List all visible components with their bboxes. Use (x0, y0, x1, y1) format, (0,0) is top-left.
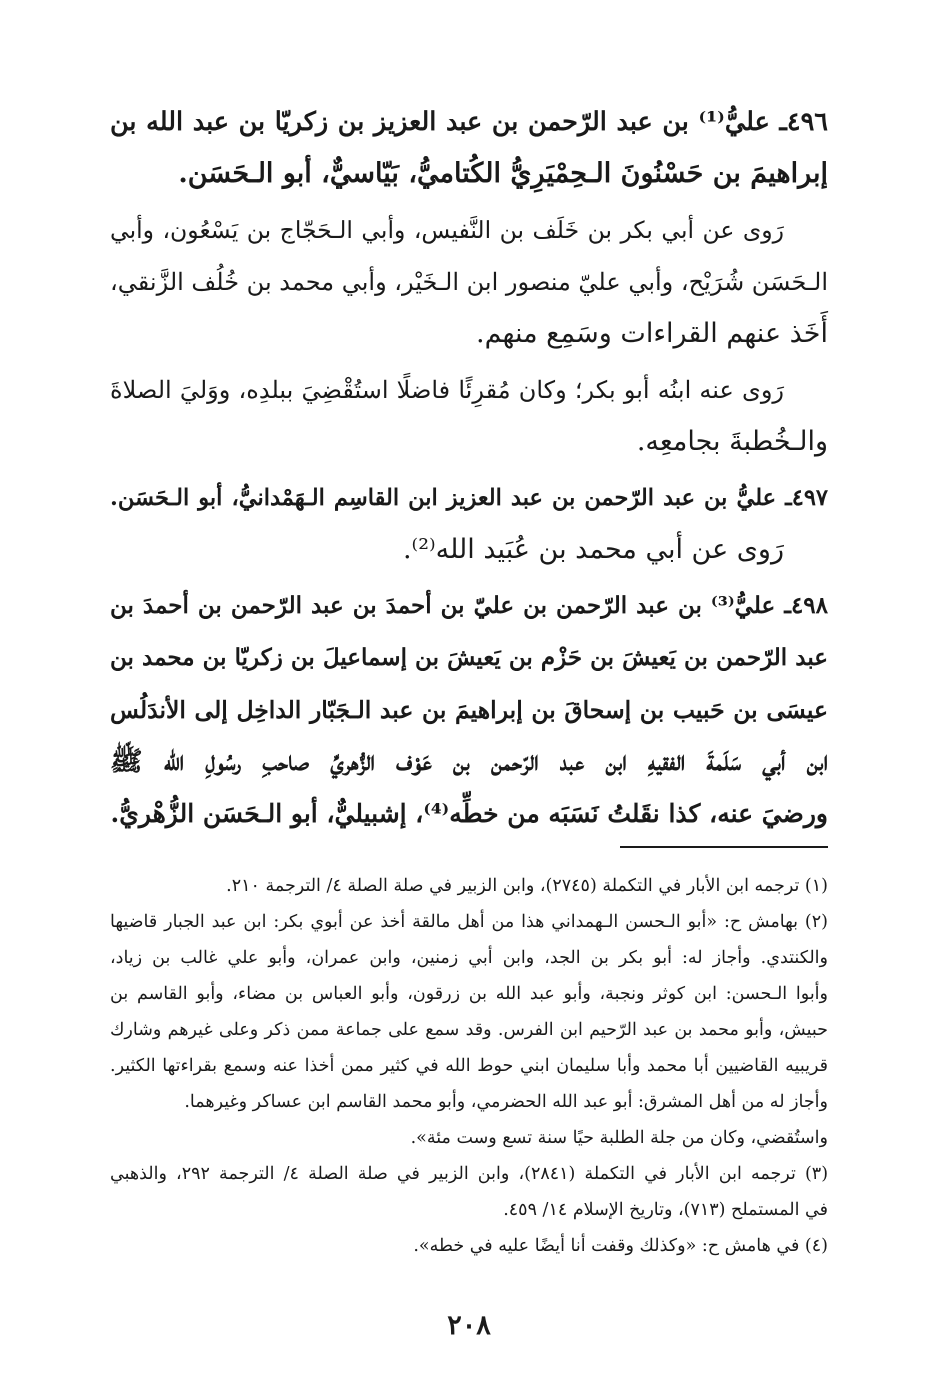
entry-heading-line: عبد الرّحمن بن يَعيشَ بن حَزْم بن يَعيشَ بن إسماعيلَ بن زكريّا بن محمد بن (110, 644, 828, 671)
paragraph-line: أَخَذ عنهم القراءات وسَمِع منهم. (475, 318, 828, 349)
footnote-line: واستُقضي، وكان من جلة الطلبة حيًا سنة تسع وست مئة». (410, 1128, 828, 1148)
entry-heading-line: ٤٩٧ـ عليُّ بن عبد الرّحمن بن عبد العزيز ابن القاسِم الـهَمْدانيُّ، أبو الـحَسَن. (110, 485, 828, 511)
footnote-line: وأجاز له من أهل المشرق: أبو عبد الله الحضرمي، وأبو محمد القاسم ابن عساكر وغيرهما. (184, 1092, 828, 1112)
footnote-line: حبيش، وأبو محمد بن عبد الرّحيم ابن الفرس. وقد سمع على جماعة ممن ذكر وعلى غيرهم وشارك (110, 1020, 828, 1040)
paragraph-line: والـخُطبةَ بجامعِه. (636, 426, 828, 457)
footnote-line: (٣) ترجمه ابن الأبار في التكملة (٢٨٤١)، وابن الزبير في صلة الصلة ٤/ الترجمة ٢٩٢، والذهبي (110, 1164, 829, 1184)
entry-heading-line: عيسَى بن حَبيب بن إسحاقَ بن إبراهيمَ بن عبد الـجَبّار الداخِل إلى الأندَلُس (110, 696, 828, 724)
footnote-1 (110, 868, 828, 904)
paragraph-line: رَوى عن أبي محمد بن عُبَيد الله⁽²⁾. (402, 534, 784, 565)
entry-paragraph (110, 204, 828, 360)
page-number: ٢٠٨ (447, 1310, 491, 1341)
footnote-line: وأبوا الـحسن: ابن كوثر ونجبة، وأبو عبد الله بن زرقون، وأبو العباس بن مضاء، وأبو القاسم بن (110, 984, 828, 1004)
entry-497 (110, 472, 828, 576)
footnote-line: (٢) بهامش ح: «أبو الـحسن الـهمداني هذا من أهل مالقة أخذ عن أبوي بكر: ابن عبد الجبار قاضيها (110, 912, 828, 932)
footnote-line: في المستملح (٧١٣)، وتاريخ الإسلام ١٤/ ٤٥٩. (503, 1200, 828, 1220)
footnotes (110, 868, 828, 1264)
footnote-line: قريبيه القاضيين أبا محمد وأبا سليمان ابني حوط الله في كثير ممن أخذا عنه وسمع بقراءتها الكثير. (110, 1056, 828, 1076)
entry-496 (110, 96, 828, 468)
footnote-2 (110, 904, 828, 1156)
paragraph-line: الـحَسَن شُرَيْح، وأبي عليّ منصور ابن الـخَيْر، وأبي محمد بن خُلُف الزَّنقي، (110, 268, 828, 296)
paragraph-line: رَوى عن أبي بكر بن خَلَف بن النَّفيس، وأبي الـحَجّاج بن يَسْعُون، وأبي (110, 216, 784, 244)
entry-heading-line: إبراهيمَ بن حَسْنُونَ الـحِمْيَرِيُّ الكُتاميُّ، بَيّاسيٌّ، أبو الـحَسَن. (178, 158, 828, 189)
footnote-line: (١) ترجمه ابن الأبار في التكملة (٢٧٤٥)، وابن الزبير في صلة الصلة ٤/ الترجمة ٢١٠. (226, 876, 828, 896)
entry-heading-line: ورضيَ عنه، كذا نقَلتُ نَسَبَه من خطِّه⁽⁴⁾، إشبيليٌّ، أبو الـحَسَن الزُّهْريُّ. (110, 799, 828, 828)
footnote-3 (110, 1156, 828, 1228)
footnote-line: والكنتدي. وأجاز له: أبو بكر بن الجد، وابن أبي زمنين، وابن عمران، وأبو علي غالب بن زياد، (110, 948, 828, 968)
paragraph-line: رَوى عنه ابنُه أبو بكر؛ وكان مُقرِئًا فاضلًا استُقْضِيَ ببلدِه، ووَليَ الصلاةَ (110, 376, 784, 404)
entry-heading-line: ٤٩٨ـ عليُّ⁽³⁾ بن عبد الرّحمن بن عليّ بن أحمدَ بن عبد الرّحمن بن أحمدَ بن (110, 592, 828, 619)
footnote-4 (110, 1228, 828, 1264)
entry-paragraph (110, 364, 828, 468)
entry-heading-line: ٤٩٦ـ عليُّ⁽¹⁾ بن عبد الرّحمن بن عبد العزيز بن زكريّا بن عبد الله بن (110, 107, 828, 137)
footnote-line: (٤) في هامش ح: «وكذلك وقفت أنا أيضًا عليه في خطه». (413, 1236, 828, 1256)
main-text (110, 96, 828, 840)
entry-498 (110, 580, 828, 840)
entry-heading-line: ابن أبي سَلَمةَ الفقيهِ ابن عبد الرّحمن بن عَوْف الزُّهريِّ صاحبِ رسُولِ الله ﷺ (110, 746, 828, 777)
footnote-divider (620, 846, 828, 848)
